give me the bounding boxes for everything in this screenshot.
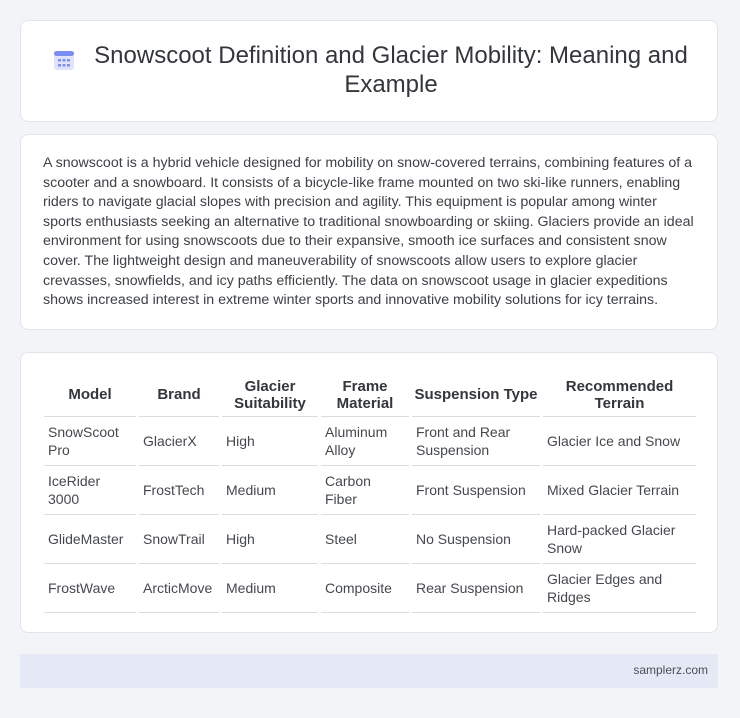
header-glacier-suitability: Glacier Suitability: [222, 373, 318, 417]
cell-suspension-type: Front Suspension: [412, 466, 540, 515]
table-row: [44, 466, 696, 515]
cell-model: FrostWave: [44, 564, 136, 613]
cell-suspension-type: Front and Rear Suspension: [412, 417, 540, 466]
table-header-row: [44, 373, 696, 417]
title-card: [20, 20, 718, 122]
comparison-table: [41, 373, 699, 613]
header-brand: Brand: [139, 373, 219, 417]
footer-site-link[interactable]: samplerz.com: [633, 663, 708, 677]
header-recommended-terrain: Recommended Terrain: [543, 373, 696, 417]
description-text: A snowscoot is a hybrid vehicle designed for mobility on snow-covered terrains, combining features of a scooter and a snowboard. It consists of a bicycle-like frame mounted on two ski-like runners, enabling riders to navigate glacial slopes with precision and agility. This equipment is popular among winter sports enthusiasts seeking an alternative to traditional snowboarding or skiing. Glaciers provide an ideal environment for using snowscoots due to their expansive, smooth ice surfaces and consistent snow cover. The lightweight design and maneuverability of snowscoots allow users to explore glacier crevasses, snowfields, and icy paths efficiently. The data on snowscoot usage in glacier expeditions shows increased interest in extreme winter sports and innovative mobility solutions for icy terrains.: [43, 155, 694, 309]
cell-suspension-type: No Suspension: [412, 515, 540, 564]
table-card: [20, 352, 718, 633]
cell-frame-material: Composite: [321, 564, 409, 613]
cell-recommended-terrain: Glacier Ice and Snow: [543, 417, 696, 466]
cell-frame-material: Steel: [321, 515, 409, 564]
cell-recommended-terrain: Glacier Edges and Ridges: [543, 564, 696, 613]
table-row: [44, 515, 696, 564]
description-card: [20, 134, 718, 330]
cell-brand: ArcticMove: [139, 564, 219, 613]
cell-model: GlideMaster: [44, 515, 136, 564]
header-model: Model: [44, 373, 136, 417]
cell-glacier-suitability: High: [222, 515, 318, 564]
footer: [20, 654, 718, 688]
cell-brand: SnowTrail: [139, 515, 219, 564]
cell-brand: GlacierX: [139, 417, 219, 466]
cell-brand: FrostTech: [139, 466, 219, 515]
cell-glacier-suitability: Medium: [222, 564, 318, 613]
cell-recommended-terrain: Hard-packed Glacier Snow: [543, 515, 696, 564]
page-title: Snowscoot Definition and Glacier Mobility: Meaning and Example: [94, 42, 688, 98]
table-row: [44, 564, 696, 613]
table-row: [44, 417, 696, 466]
cell-model: IceRider 3000: [44, 466, 136, 515]
header-suspension-type: Suspension Type: [412, 373, 540, 417]
cell-model: SnowScoot Pro: [44, 417, 136, 466]
cell-recommended-terrain: Mixed Glacier Terrain: [543, 466, 696, 515]
cell-frame-material: Carbon Fiber: [321, 466, 409, 515]
cell-glacier-suitability: Medium: [222, 466, 318, 515]
cell-frame-material: Aluminum Alloy: [321, 417, 409, 466]
cell-suspension-type: Rear Suspension: [412, 564, 540, 613]
cell-glacier-suitability: High: [222, 417, 318, 466]
header-frame-material: Frame Material: [321, 373, 409, 417]
